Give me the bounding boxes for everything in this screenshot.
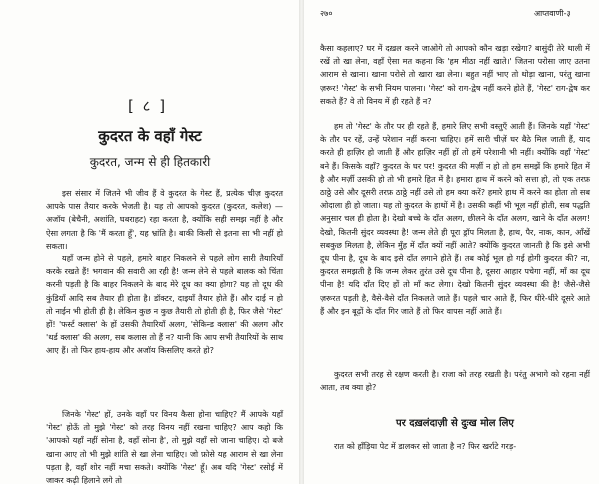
chapter-title: कुदरत के वहाँ गेस्ट <box>98 127 202 145</box>
left-paragraph-2: यहाँ जन्म होने से पहले, हमारे बाहर निकलने से पहले लोग सारी तैयारियाँ करके रखते हैं! भगवान की सवारी आ रही है! जन्म लेने से पहले बालक को चिंता करनी पड़ती है कि बाहर निकलने के बाद मेरे दूध का क्या होगा? यह तो दूध की कुंडियाँ आदि सब तैयार ही होता है। डॉक्टर, दाइयाँ तैयार होते हैं। और दाई न हो तो नाईन भी होती ही है। लेकिन कुछ न कुछ तैयारी तो होती ही है, फिर जैसे 'गेस्ट' हों! 'फर्स्ट क्लास' के हों उसकी तैयारियाँ अलग, 'सेकिन्ड क्लास' की अलग और 'थर्ड क्लास' की अलग, सब कलास तो हैं न? यानी कि आप सभी तैयारियों के साथ आए हैं। तो फिर हाय-हाय और अजॉय किसलिए करते हो? <box>46 253 283 356</box>
right-page <box>304 0 599 484</box>
chapter-subtitle: कुदरत, जन्म से ही हितकारी <box>89 155 211 169</box>
chapter-number: [ ८ ] <box>128 97 168 115</box>
running-title: आप्तवाणी-३ <box>534 9 571 18</box>
left-page <box>0 0 300 484</box>
section-heading: पर दख़लंदाज़ी से दुःख मोल लिए <box>396 418 514 429</box>
page-number: २७० <box>320 9 333 18</box>
left-paragraph-3: जिनके 'गेस्ट' हों, उनके वहाँ पर विनय कैसा होना चाहिए? मैं आपके यहाँ 'गेस्ट' होऊँ तो मुझे 'गेस्ट' को तरह विनय नहीं रखना चाहिए? आप कहो कि 'आपको यहाँ नहीं सोना है, वहाँ सोना है', तो मुझे वहाँ सो जाना चाहिए। दो बजे खाना आए तो भी मुझे शांति से खा लेना चाहिए। जो फ़ोसे यह आराम से खा लेना पड़ता है, वहाँ शोर नहीं मचा सकते। क्योंकि 'गेस्ट' हूँ। अब यदि 'गेस्ट' रसोई में जाकर कढ़ी हिलाने लगे तो <box>46 409 283 486</box>
right-paragraph-3: कुदरत सभी तरह से रक्षण करती है। राजा को तरह रखती है। परंतु अभागे को रहना नहीं आता, तब क्या हो? <box>320 369 590 393</box>
right-paragraph-2: हम तो 'गेस्ट' के तौर पर ही रहते हैं, हमारे लिए सभी वस्तुएँ आती हैं। जिनके यहाँ 'गेस्ट' के तौर पर रहें, उन्हें परेशान नहीं करना चाहिए। हमें सारी चीज़ें घर बैठे मिल जाती हैं, याद करते ही हाज़िर हो जाती हैं और हाज़िर नहीं हों तो हमें परेशानी भी नहीं। क्योंकि वहाँ 'गेस्ट' बने हैं। किसके वहाँ? कुदरत के घर पर! कुदरत की मर्ज़ी न हो तो हम समझें कि हमारे हित में है और मर्ज़ी उसकी हो तो भी हमारे हित में है। हमारा हाथ में करने को सत्ता हो, तो एक तरफ़ ठाठ्ठे उसे और दूसरी तरफ़ ठाठ्ठे नहीं उसे तो हम क्या करें? हमारे हाथ में करने का होता तो सब ओदाला ही हो जाता। यह तो कुदरत के हाथों में है। उसकी कहीं भी भूल नहीं होती, सब पद्धति अनुसार चल ही होता है। देखो बच्चे के दाँत अलग, छीलने के दाँत अलग, खाने के दाँत अलग! देखो, कितनी सुंदर व्यवस्था है! जन्म लेते ही पूरा ड्रॉप मिलता है, हाथ, पैर, नाक, कान, आँखें सबकुछ मिलता है, लेकिन मुँह में दाँत क्यों नहीं आते? क्योंकि कुदरत जानती है कि इसे अभी दूध पीना है, दूध के बाद इसे दाँत लगाने होते हैं। तब कोई भूल हो गई होगी कुदरत की? ना, कुदरत समझती है कि जन्म लेकर तुरंत उसे दूध पीना है, दूसरा आहार पचेगा नहीं, माँ का दूध पीना है! यदि दाँत दिए हों तो माँ कट लेगा। देखो कितनी सुंदर व्यवस्था की है! जैसे-जैसे ज़रूरत पड़ती है, वैसे-वैसे दाँत निकलते जाते हैं। पहले चार आते हैं, फिर धीरे-धीरे दूसरे आते हैं और इन बूढ़ों के दाँत गिर जाते हैं तो फिर वापस नहीं आते हैं। <box>320 121 590 316</box>
right-paragraph-1: कैसा कहलाए? घर में दख़ल करने जाओगे तो आपको कौन खड़ा रखेगा? बासुंदी तेरे थाली में रखें तो खा लेना, वहाँ ऐसा मत कहना कि 'हम मीठा नहीं खाते।' जितना परोसा जाए उतना आराम से खाना। खाना परोसे तो खारा खा लेना। बहुत नहीं भाए तो थोड़ा खाना, परंतु खाना ज़रूर! 'गेस्ट' के सभी नियम पालना। 'गेस्ट' को राग-द्वेष नहीं करने होते हैं, 'गेस्ट' राग-द्वेष कर सकते हैं? वे तो विनय में ही रहते हैं न? <box>320 43 590 106</box>
left-paragraph-1: इस संसार में जितने भी जीव हैं वे कुदरत के गेस्ट हैं, प्रत्येक चीज़ कुदरत आपके पास तैयार करके भेजती है। यह तो आपको कुदरत (कुदरत, कलेश) —अजॉय (बेचैनी, अशांति, घबराहट) रहा करता है, क्योंकि सही समझ नहीं है और ऐसा लगता है कि 'मैं करता हूँ', यह भ्रांति है। बाकी किसी से इतना सा भी नहीं हो सकता। <box>46 188 283 251</box>
right-paragraph-4: रात को हाँड़िया पेट में डालकर सो जाता है न? फिर खर्राटे गरड़- <box>334 441 517 451</box>
